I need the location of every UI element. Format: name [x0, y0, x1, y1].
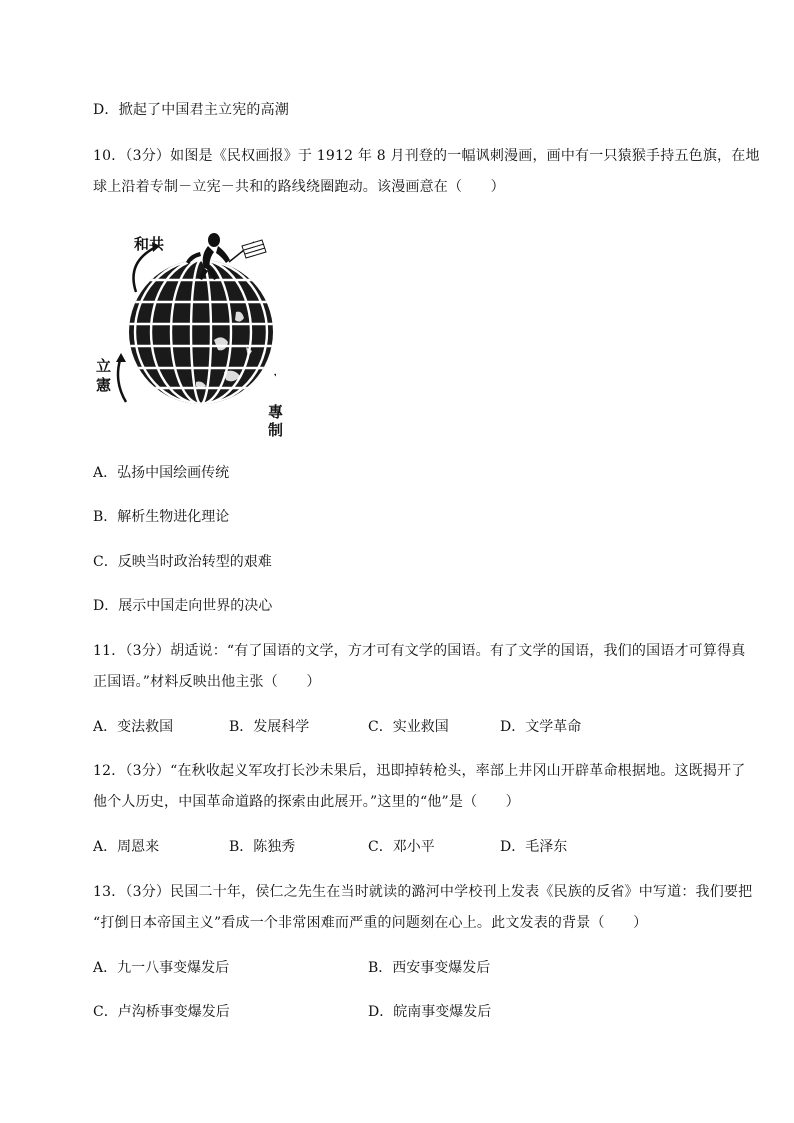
question-13-option-b[interactable]: B．西安事变爆发后 — [368, 960, 491, 976]
question-13-option-d[interactable]: D．皖南事变爆发后 — [368, 1004, 492, 1020]
question-10-option-c[interactable]: C．反映当时政治转型的艰难 — [93, 554, 272, 570]
question-11-text-line1: 11．（3分）胡适说：“有了国语的文学，方才可有文学的国语。有了文学的国语，我们的国语才可算得真 — [93, 643, 746, 659]
question-10-option-a[interactable]: A．弘扬中国绘画传统 — [93, 465, 230, 481]
question-12-option-d[interactable]: D．毛泽东 — [500, 839, 568, 855]
question-11-text-line2: 正国语。”材料反映出他主张（ ） — [93, 674, 321, 690]
question-13-option-a[interactable]: A．九一八事变爆发后 — [93, 960, 230, 976]
cartoon-label-autocracy-1: 專 — [268, 403, 284, 421]
cartoon-label-constitution-2: 憲 — [96, 376, 112, 394]
question-11-option-c[interactable]: C．实业救国 — [368, 719, 449, 735]
question-11-option-a[interactable]: A．变法救国 — [93, 719, 174, 735]
question-12-text-line2: 他个人历史，中国革命道路的探索由此展开。”这里的“他”是（ ） — [93, 794, 520, 810]
cartoon-label-constitution-1: 立 — [96, 357, 112, 375]
question-12-option-c[interactable]: C．邓小平 — [368, 839, 435, 855]
cartoon-label-autocracy-2: 制 — [268, 421, 284, 439]
question-13-option-c[interactable]: C．卢沟桥事变爆发后 — [93, 1004, 230, 1020]
question-10-option-d[interactable]: D．展示中国走向世界的决心 — [93, 598, 273, 614]
cartoon-label-republic: 和共 — [134, 235, 165, 253]
question-11-option-d[interactable]: D．文学革命 — [500, 719, 582, 735]
question-12-option-a[interactable]: A．周恩来 — [93, 839, 160, 855]
satirical-cartoon-figure — [96, 222, 284, 442]
question-13-text-line1: 13．（3分）民国二十年，侯仁之先生在当时就读的潞河中学校刊上发表《民族的反省》中写道：我们要把 — [93, 884, 753, 900]
question-10-text-line2: 球上沿着专制－立宪－共和的路线绕圈跑动。该漫画意在（ ） — [93, 179, 505, 195]
prev-question-option-d: D．掀起了中国君主立宪的高潮 — [93, 102, 290, 118]
globe-cartoon-illustration — [96, 222, 276, 442]
question-13-text-line2: “打倒日本帝国主义”看成一个非常困难而严重的问题刻在心上。此文发表的背景（ ） — [93, 915, 648, 931]
question-10-option-b[interactable]: B．解析生物进化理论 — [93, 509, 230, 525]
question-10-text-line1: 10．（3分）如图是《民权画报》于 1912 年 8 月刊登的一幅讽刺漫画，画中有一只猿猴手持五色旗，在地 — [93, 148, 760, 164]
question-12-text-line1: 12．（3分）“在秋收起义军攻打长沙未果后，迅即掉转枪头，率部上井冈山开辟革命根据地。这既揭开了 — [93, 763, 746, 779]
question-11-option-b[interactable]: B．发展科学 — [229, 719, 310, 735]
question-12-option-b[interactable]: B．陈独秀 — [229, 839, 296, 855]
